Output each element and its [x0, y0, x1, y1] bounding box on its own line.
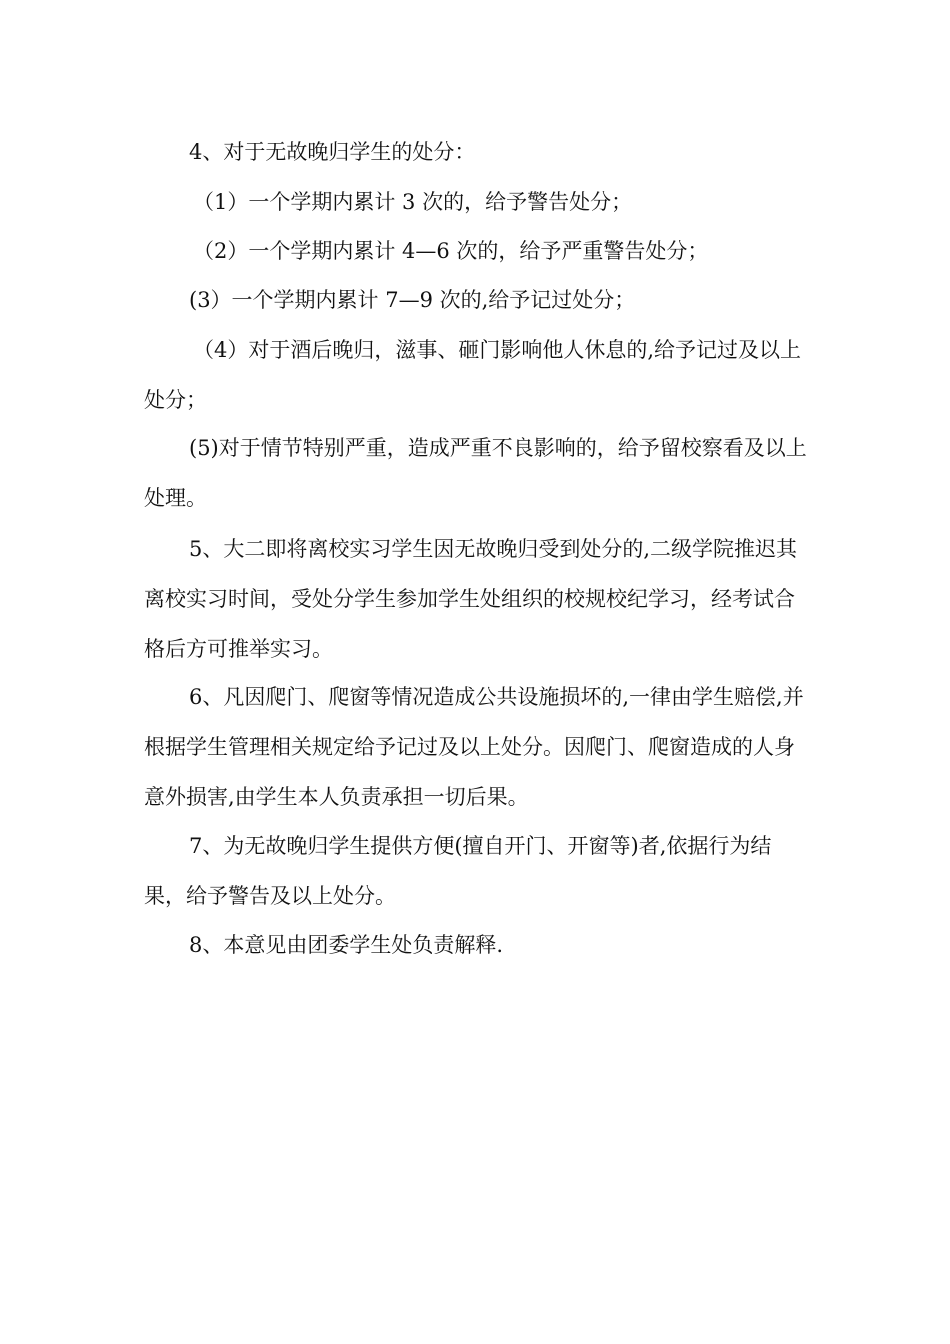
- paragraph-subitem-5: (5)对于情节特别严重，造成严重不良影响的，给予留校察看及以上处理。: [144, 436, 807, 510]
- paragraph-subitem-2: （2）一个学期内累计 4—6 次的，给予严重警告处分；: [193, 239, 709, 263]
- paragraph-subitem-1: （1）一个学期内累计 3 次的，给予警告处分；: [193, 190, 633, 214]
- paragraph-item-8: 8、本意见由团委学生处负责解释.: [189, 933, 504, 957]
- paragraph-item-4-heading: 4、对于无故晚归学生的处分：: [189, 140, 476, 164]
- paragraph-subitem-3: (3）一个学期内累计 7—9 次的,给予记过处分；: [189, 288, 636, 312]
- paragraph-item-5: 5、大二即将离校实习学生因无故晚归受到处分的,二级学院推迟其离校实习时间，受处分学生参加学生处组织的校规校纪学习，经考试合格后方可推举实习。: [144, 537, 798, 661]
- paragraph-item-6: 6、凡因爬门、爬窗等情况造成公共设施损坏的,一律由学生赔偿,并根据学生管理相关规定给予记过及以上处分。因爬门、爬窗造成的人身意外损害,由学生本人负责承担一切后果。: [144, 685, 804, 809]
- paragraph-item-7: 7、为无故晚归学生提供方便(擅自开门、开窗等)者,依据行为结果，给予警告及以上处分。: [144, 834, 772, 908]
- paragraph-subitem-4: （4）对于酒后晚归，滋事、砸门影响他人休息的,给予记过及以上处分；: [144, 338, 802, 412]
